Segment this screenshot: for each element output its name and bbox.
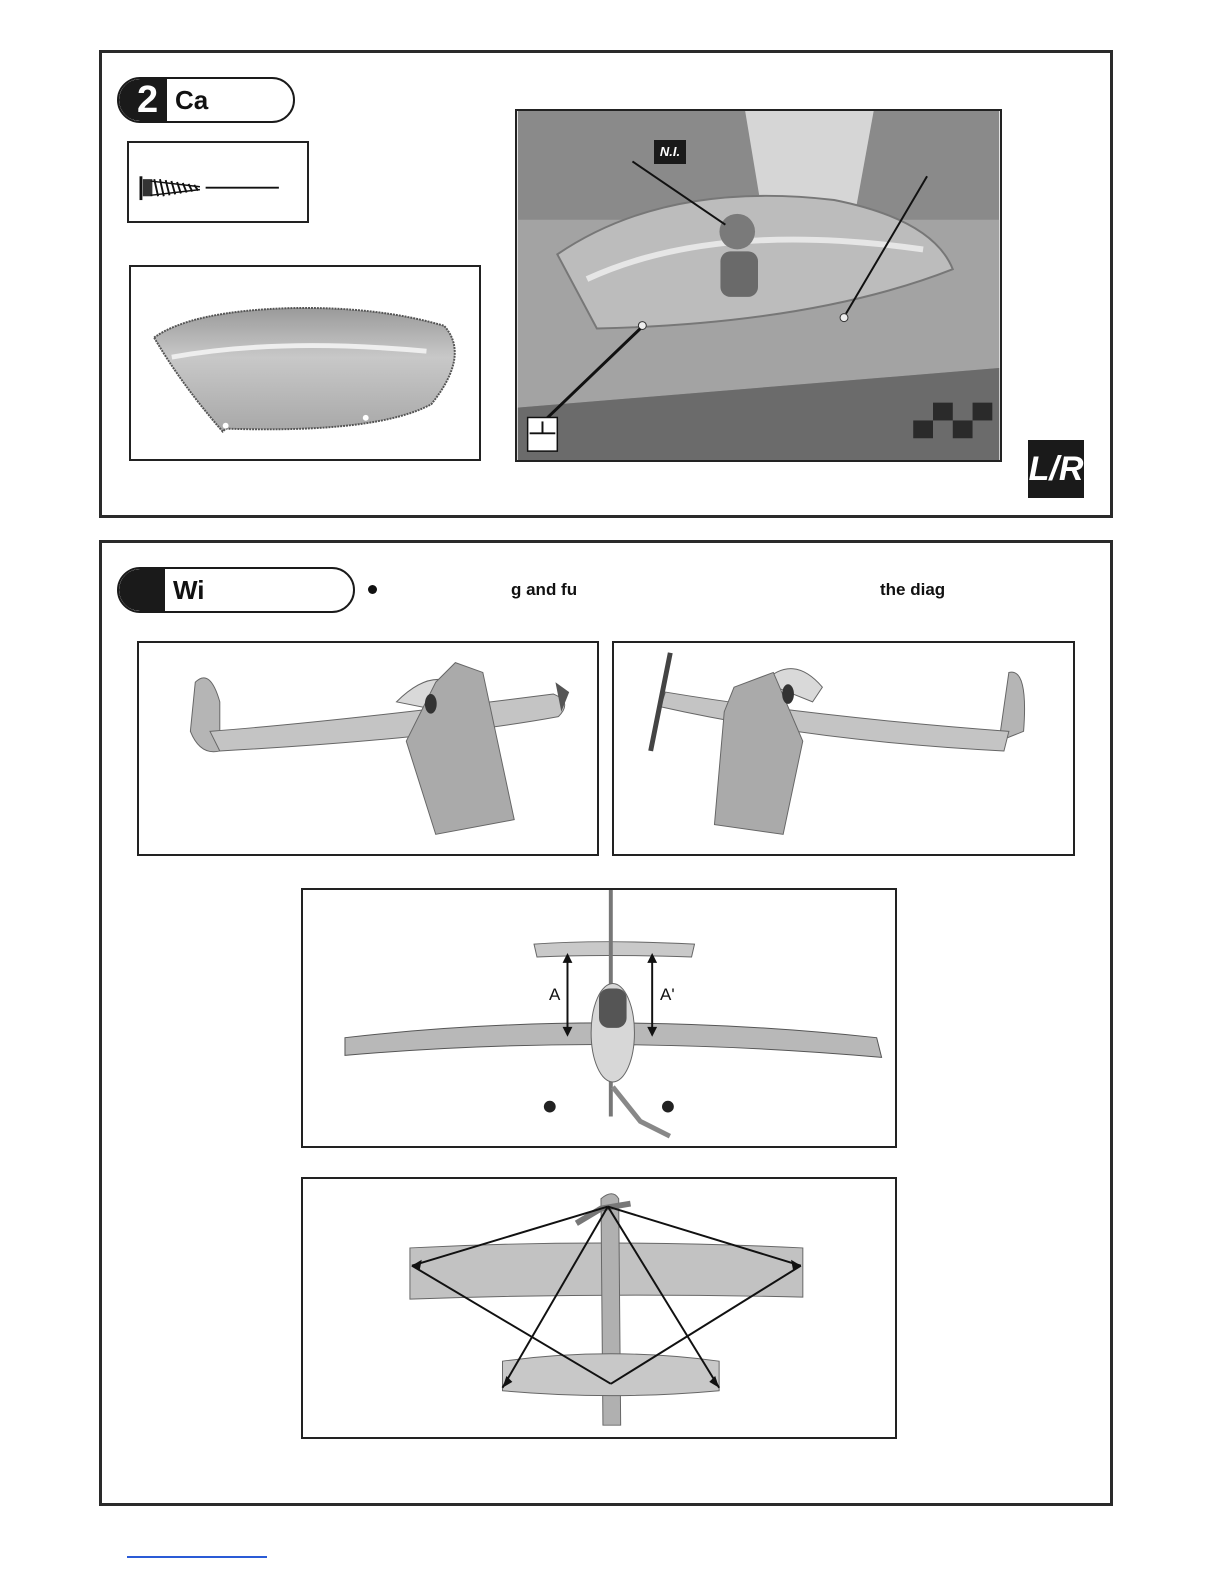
left-right-badge: L/R [1028,440,1084,498]
cockpit-photo [515,109,1002,462]
dimension-label-a-prime: A' [660,985,675,1004]
note-text-part2: the diag [880,580,946,599]
canopy-photo [129,265,481,461]
step-number-cap [119,569,165,611]
plane-top-illustration [303,1179,895,1437]
not-included-badge: N.I. [654,140,686,164]
plane-side-right-illustration [614,643,1073,854]
screw-icon [129,143,307,221]
step-title: Wi [173,575,205,605]
cockpit-illustration [517,111,1000,460]
note-text-part1: g and fu [511,580,578,599]
side-view-left-photo [137,641,599,856]
step-number: 2 [137,79,159,121]
footer-link-underline[interactable] [127,1556,267,1558]
step-3-tab [117,567,355,613]
canopy-illustration [131,267,479,459]
side-view-right-photo [612,641,1075,856]
screw-part-box [127,141,309,223]
top-view-photo [301,1177,897,1439]
plane-side-left-illustration [139,643,597,854]
dimension-label-a: A [549,985,561,1004]
note-bullet [368,585,377,594]
step-title: Ca [175,85,209,115]
front-view-photo [301,888,897,1148]
plane-front-illustration [303,890,895,1146]
step-2-tab [117,77,295,123]
